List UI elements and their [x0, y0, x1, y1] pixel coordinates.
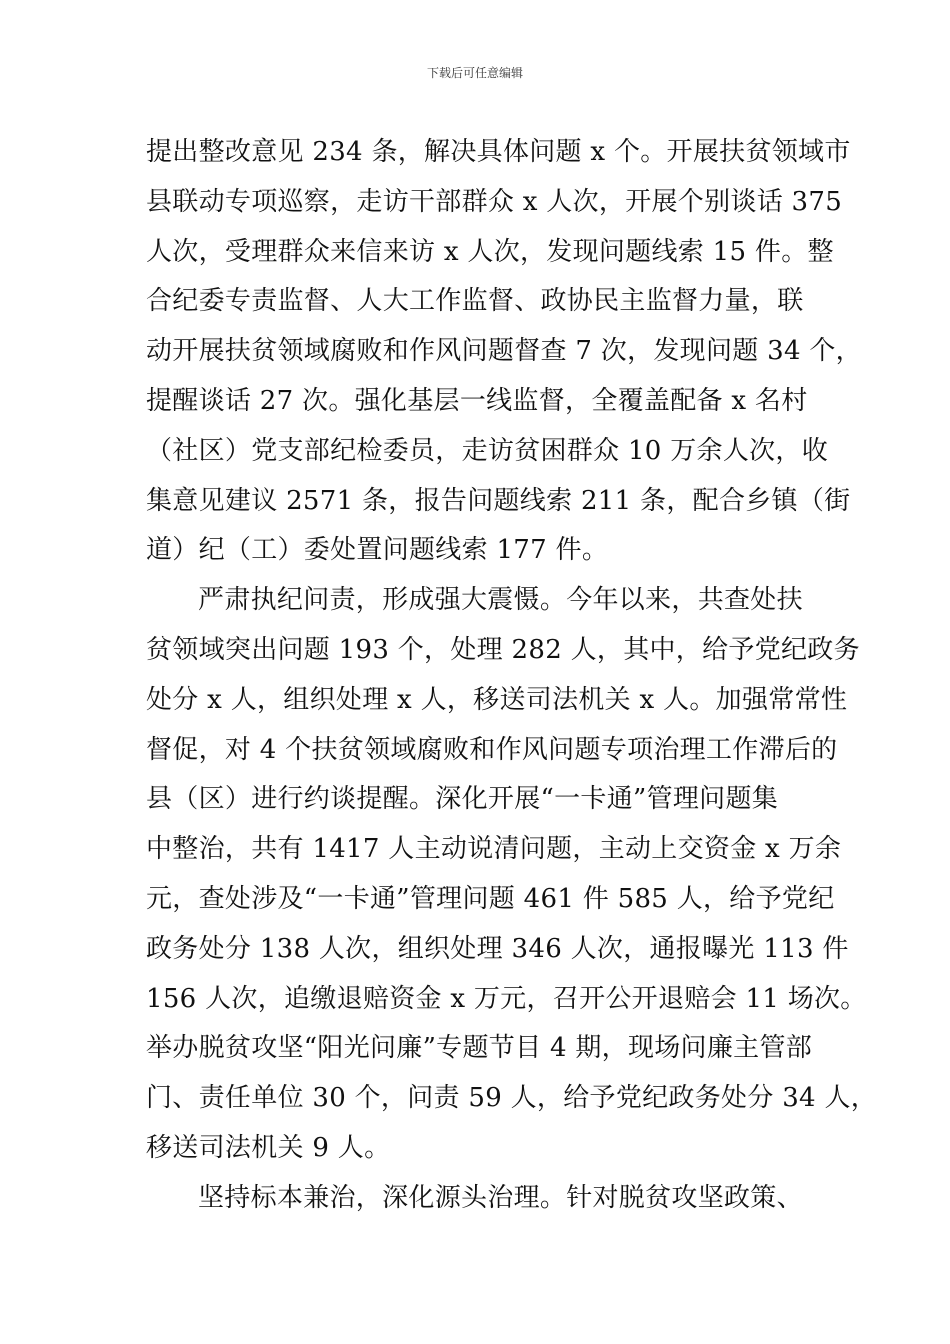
text-line: 提醒谈话 27 次。强化基层一线监督，全覆盖配备 x 名村 [146, 385, 808, 416]
text-line: 提出整改意见 234 条，解决具体问题 x 个。开展扶贫领域市 [146, 137, 851, 167]
text-line: 人次，受理群众来信来访 x 人次，发现问题线索 15 件。整 [146, 236, 834, 267]
paragraph-2 [146, 576, 878, 1174]
text-line: 举办脱贫攻坚“阳光问廉”专题节目 4 期，现场问廉主管部 [146, 1033, 813, 1064]
page-header: 下载后可任意编辑 [426, 66, 523, 80]
paragraph-1 [146, 128, 862, 576]
text-line: 动开展扶贫领域腐败和作风问题督查 7 次，发现问题 34 个， [146, 336, 862, 367]
paragraph-3 [146, 1174, 811, 1224]
text-line-first: 坚持标本兼治，深化源头治理。针对脱贫攻坚政策、 [198, 1182, 803, 1213]
text-line: （社区）党支部纪检委员，走访贫困群众 10 万余人次，收 [146, 435, 829, 466]
text-line: 门、责任单位 30 个，问责 59 人，给予党纪政务处分 34 人， [146, 1083, 878, 1114]
text-line-first: 严肃执纪问责，形成强大震慑。今年以来，共查处扶 [198, 585, 803, 616]
document-body [146, 128, 878, 1224]
text-line: 集意见建议 2571 条，报告问题线索 211 条，配合乡镇（街 [146, 485, 851, 516]
text-line: 156 人次，追缴退赔资金 x 万元，召开公开退赔会 11 场次。 [146, 983, 867, 1014]
text-line: 贫领域突出问题 193 个，处理 282 人，其中，给予党纪政务 [146, 634, 860, 665]
text-line: 县（区）进行约谈提醒。深化开展“一卡通”管理问题集 [146, 784, 779, 815]
text-line: 中整治，共有 1417 人主动说清问题，主动上交资金 x 万余 [146, 834, 842, 865]
text-line: 移送司法机关 9 人。 [146, 1132, 391, 1163]
text-line: 处分 x 人，组织处理 x 人，移送司法机关 x 人。加强常常性 [146, 684, 848, 715]
text-line: 元，查处涉及“一卡通”管理问题 461 件 585 人，给予党纪 [146, 883, 835, 914]
text-line: 道）纪（工）委处置问题线索 177 件。 [146, 535, 609, 566]
text-line: 督促，对 4 个扶贫领域腐败和作风问题专项治理工作滞后的 [146, 734, 838, 765]
text-line: 政务处分 138 人次，组织处理 346 人次，通报曝光 113 件 [146, 933, 849, 964]
text-line: 县联动专项巡察，走访干部群众 x 人次，开展个别谈话 375 [146, 186, 843, 217]
text-line: 合纪委专责监督、人大工作监督、政协民主监督力量，联 [146, 286, 804, 317]
